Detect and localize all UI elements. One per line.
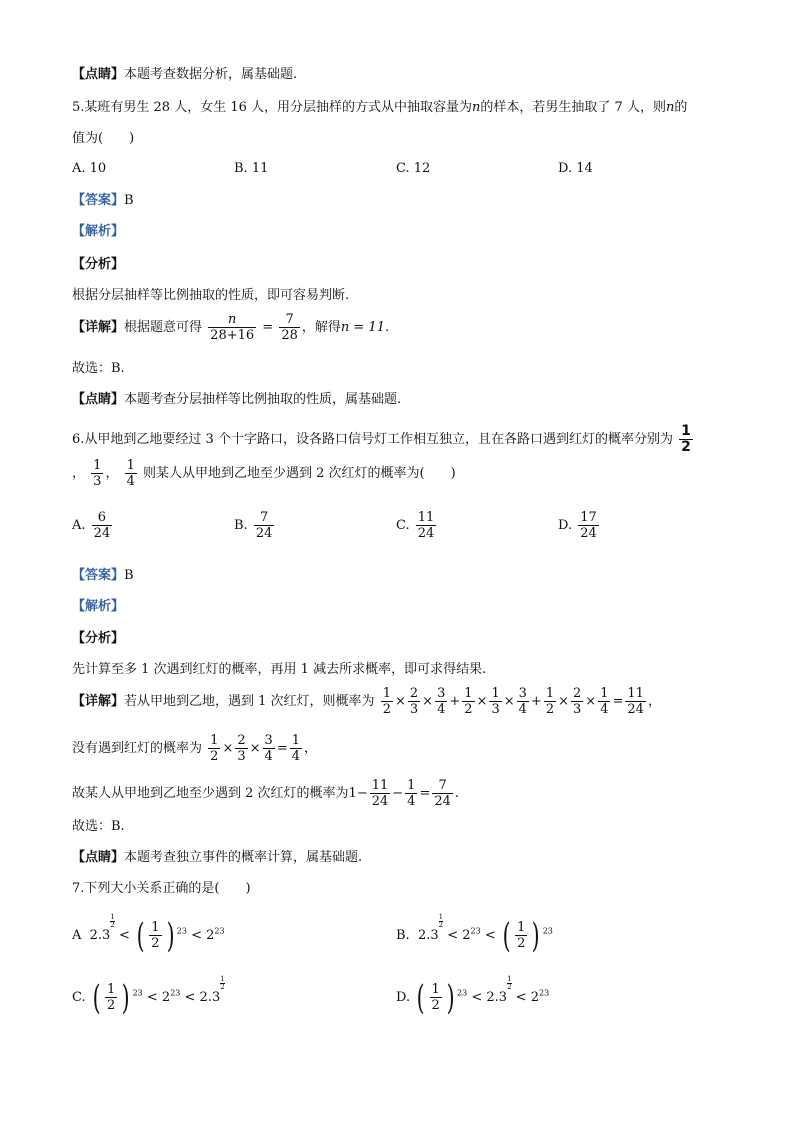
q7-option-c[interactable]: C. ( $\frac{1}{2}$ ) $^{23} < 2^{23} < 2.3$ $\frac{1}{2}$	[72, 975, 225, 1018]
q6-detail-1: 【详解】若从甲地到乙地，遇到 1 次红灯，则概率为 $\frac{1}{2}$ × $\frac{2}{3}$ × $\frac{3}{4}$ + $\frac{1}{2}$ × $\frac{1}{3}$ × $\frac{3}{4}$ + $\frac{1}{2}$ × $\frac{2}{3}$ × $\frac{1}{4}$ = $\frac{11}{24}$ ，	[72, 686, 661, 717]
q5-fraction-1	[208, 312, 256, 343]
option-label: B.	[234, 518, 248, 533]
q5-fenxi-tag: 【分析】	[72, 257, 125, 272]
frac: $\frac{1}{3}$	[491, 686, 500, 717]
q7-option-b[interactable]: B. 2.3 $\frac{1}{2}$ < $2^{23}$ < ( $\frac{1}{2}$ ) $^{23}$	[396, 913, 553, 956]
q5-text-b: 的样本，若男生抽取了 7 人，则	[480, 100, 666, 115]
q6-prob-2	[91, 458, 103, 489]
q5-text-c: 的	[674, 100, 688, 115]
q6-fenxi-tag: 【分析】	[72, 631, 125, 646]
q5-detail	[72, 312, 389, 343]
remark-text: 本题考查独立事件的概率计算，属基础题.	[124, 850, 363, 865]
q5-var: n	[472, 100, 481, 115]
denominator: 4	[126, 474, 135, 489]
numerator: 17	[580, 510, 597, 525]
q5-option-a[interactable]: A. 10	[72, 161, 107, 176]
q6-option-d[interactable]	[558, 510, 601, 541]
q6-answer	[72, 567, 134, 585]
frac: $\frac{2}{3}$	[237, 733, 246, 764]
frac: $\frac{2}{3}$	[573, 686, 582, 717]
option-label: A	[72, 928, 82, 943]
frac: $\frac{11}{24}$	[627, 686, 644, 717]
option-label: C.	[396, 518, 410, 533]
frac: $\frac{3}{4}$	[264, 733, 273, 764]
detail-result: n = 11	[340, 320, 385, 335]
equals-sign: =	[262, 320, 274, 335]
numerator: n	[227, 312, 237, 327]
frac: $\frac{1}{2}$	[545, 686, 555, 717]
detail-tag: 【详解】	[72, 694, 125, 709]
remark-text: 本题考查数据分析，属基础题.	[124, 67, 298, 82]
option-fraction	[254, 510, 275, 541]
denominator: 28	[281, 328, 298, 343]
q6-detail-3: 故某人从甲地到乙地至少遇到 2 次红灯的概率为1− $\frac{11}{24}$ − $\frac{1}{4}$ = $\frac{7}{24}$ .	[72, 778, 460, 809]
q5-fenxi-text: 根据分层抽样等比例抽取的性质，即可容易判断.	[72, 288, 350, 303]
detail-text: 没有遇到红灯的概率为	[72, 741, 203, 756]
comma: ，	[105, 466, 119, 481]
denominator: 24	[255, 526, 273, 541]
detail-end: .	[384, 320, 390, 335]
numerator: 1	[126, 458, 135, 473]
frac: $\frac{1}{4}$	[407, 778, 416, 809]
question-6-line1	[72, 424, 695, 455]
frac: $\frac{7}{24}$	[434, 778, 451, 809]
answer-value: B	[124, 568, 134, 583]
q5-remark	[72, 391, 401, 409]
q5-jiexi-tag: 【解析】	[72, 224, 125, 239]
q6-text-a: 6.从甲地到乙地要经过 3 个十字路口，设各路口信号灯工作相互独立，且在各路口遇到红灯的概率分别为	[72, 432, 673, 447]
numerator: 6	[97, 510, 107, 525]
numerator: 1	[93, 458, 102, 473]
denominator: 24	[417, 526, 435, 541]
q5-fraction-2	[279, 312, 300, 343]
q6-fenxi-text: 先计算至多 1 次遇到红灯的概率，再用 1 减去所求概率，即可求得结果.	[72, 662, 487, 677]
option-label: B.	[396, 928, 410, 943]
answer-tag: 【答案】	[72, 568, 125, 583]
remark-tag: 【点睛】	[72, 67, 125, 82]
q5-option-c[interactable]: C. 12	[396, 161, 431, 176]
q6-conclusion: 故选：B.	[72, 819, 125, 834]
question-5-line2: 值为( )	[72, 131, 135, 146]
detail-mid: ，解得	[301, 320, 341, 335]
q5-option-d[interactable]: D. 14	[558, 161, 593, 176]
option-fraction	[578, 510, 599, 541]
q5-option-b[interactable]: B. 11	[234, 161, 269, 176]
option-label: A.	[72, 518, 86, 533]
q6-option-a[interactable]	[72, 510, 114, 541]
remark-tag: 【点睛】	[72, 850, 125, 865]
denominator: 28+16	[210, 328, 255, 343]
remark-tag: 【点睛】	[72, 392, 125, 407]
frac: $\frac{1}{2}$	[464, 686, 473, 717]
answer-tag: 【答案】	[72, 193, 125, 208]
remark-text: 本题考查分层抽样等比例抽取的性质，属基础题.	[124, 392, 402, 407]
frac: $\frac{1}{4}$	[291, 733, 300, 764]
frac: $\frac{1}{2}$	[382, 686, 391, 717]
numerator: 11	[417, 510, 435, 525]
option-label: D.	[396, 990, 411, 1005]
frac: $\frac{3}{4}$	[518, 686, 527, 717]
q6-detail-2: 没有遇到红灯的概率为 $\frac{1}{2}$ × $\frac{2}{3}$ × $\frac{3}{4}$ = $\frac{1}{4}$ ，	[72, 733, 318, 764]
q7-option-d[interactable]: D. ( $\frac{1}{2}$ ) $^{23}$ < 2.3 $\frac{1}{2}$ < $2^{23}$	[396, 975, 550, 1018]
numerator: 7	[285, 312, 294, 327]
frac: $\frac{11}{24}$	[371, 778, 389, 809]
detail-pre: 根据题意可得	[124, 320, 203, 335]
detail-text: 若从甲地到乙地，遇到 1 次红灯，则概率为	[124, 694, 375, 709]
question-7: 7.下列大小关系正确的是( )	[72, 881, 251, 896]
denominator: 2	[681, 439, 691, 455]
denominator: 3	[93, 474, 102, 489]
q7-option-a[interactable]: A 2.3 $\frac{1}{2}$ < ( $\frac{1}{2}$ ) $^{23} < 2^{23}$	[72, 913, 225, 956]
frac: $\frac{1}{2}$	[210, 733, 219, 764]
q6-text-b: 则某人从甲地到乙地至少遇到 2 次红灯的概率为( )	[143, 466, 456, 481]
detail-text: 故某人从甲地到乙地至少遇到 2 次红灯的概率为	[72, 786, 349, 801]
denominator: 24	[93, 526, 111, 541]
numerator: 7	[259, 510, 269, 525]
remark-line	[72, 66, 297, 84]
q6-jiexi-tag: 【解析】	[72, 599, 125, 614]
frac: $\frac{2}{3}$	[409, 686, 419, 717]
option-fraction	[92, 510, 113, 541]
frac: $\frac{3}{4}$	[437, 686, 446, 717]
question-6-line2	[72, 458, 456, 489]
option-label: C.	[72, 990, 86, 1005]
q5-var-2: n	[665, 100, 675, 115]
denominator: 24	[580, 526, 597, 541]
q6-option-c[interactable]	[396, 510, 438, 541]
q5-text-a: 5.某班有男生 28 人，女生 16 人，用分层抽样的方式从中抽取容量为	[72, 100, 473, 115]
option-fraction	[416, 510, 437, 541]
q6-option-b[interactable]	[234, 510, 276, 541]
q5-conclusion: 故选：B.	[72, 361, 125, 376]
q5-answer	[72, 192, 134, 210]
q6-prob-3	[125, 458, 137, 489]
answer-value: B	[124, 193, 134, 208]
option-label: D.	[558, 518, 573, 533]
frac: $\frac{1}{4}$	[600, 686, 609, 717]
numerator: 1	[681, 423, 691, 439]
question-5-line1	[72, 99, 687, 117]
q6-remark	[72, 849, 362, 867]
q6-prob-1	[679, 424, 693, 455]
detail-tag: 【详解】	[72, 320, 125, 335]
comma: ，	[72, 466, 86, 481]
